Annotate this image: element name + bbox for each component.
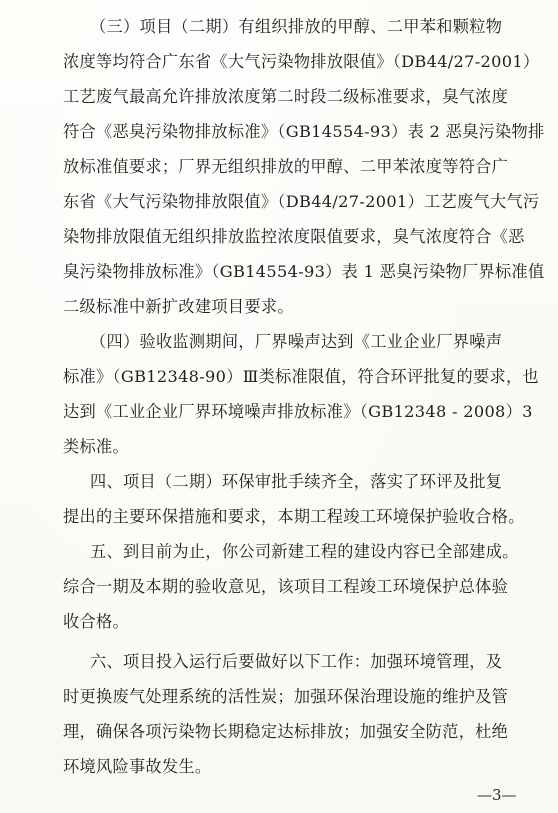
paragraph-line: 符合《恶臭污染物排放标准》（GB14554-93）表 2 恶臭污染物排 [63,122,545,141]
paragraph-line: 东省《大气污染物排放限值》（DB44/27-2001）工艺废气大气污 [63,192,540,211]
paragraph-line: 臭污染物排放标准》（GB14554-93）表 1 恶臭污染物厂界标准值 [63,262,545,281]
paragraph-line: 提出的主要环保措施和要求，本期工程竣工环境保护验收合格。 [63,507,525,526]
paragraph-line: 收合格。 [63,612,129,631]
paragraph-line: 四、项目（二期）环保审批手续齐全，落实了环评及批复 [90,472,503,491]
paragraph-line: 环境风险事故发生。 [63,757,212,776]
paragraph-line: （三）项目（二期）有组织排放的甲醇、二甲苯和颗粒物 [90,17,503,36]
paragraph-line: 理，确保各项污染物长期稳定达标排放；加强安全防范，杜绝 [63,722,509,741]
paragraph-line: 工艺废气最高允许排放浓度第二时段二级标准要求，臭气浓度 [63,87,509,106]
paragraph-line: 标准》（GB12348-90）Ⅲ类标准限值，符合环评批复的要求，也 [63,367,539,386]
paragraph-line: （四）验收监测期间，厂界噪声达到《工业企业厂界噪声 [90,332,503,351]
paragraph-line: 染物排放限值无组织排放监控浓度限值要求，臭气浓度符合《恶 [63,227,525,246]
paragraph-line: 时更换废气处理系统的活性炭；加强环保治理设施的维护及管 [63,687,509,706]
paragraph-line: 放标准值要求；厂界无组织排放的甲醇、二甲苯浓度等符合广 [63,157,509,176]
paragraph-line: 类标准。 [63,437,129,456]
paragraph-line: 六、项目投入运行后要做好以下工作：加强环境管理，及 [90,652,503,671]
paragraph-line: 五、到目前为止，你公司新建工程的建设内容已全部建成。 [90,542,519,561]
paragraph-line: 浓度等均符合广东省《大气污染物排放限值》（DB44/27-2001） [63,52,540,71]
paragraph-line: 综合一期及本期的验收意见，该项目工程竣工环境保护总体验 [63,577,509,596]
page-number: —3— [477,786,517,804]
paragraph-line: 二级标准中新扩改建项目要求。 [63,297,294,316]
paragraph-line: 达到《工业企业厂界环境噪声排放标准》（GB12348 - 2008）3 [63,402,533,421]
